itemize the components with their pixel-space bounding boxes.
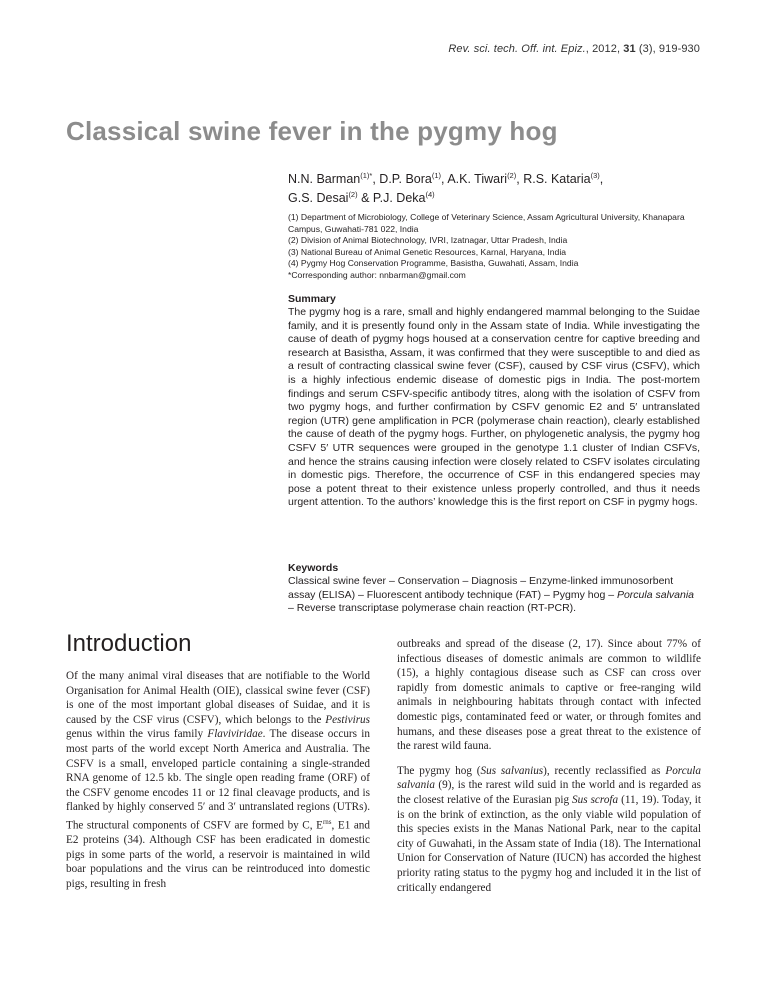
body-paragraph: The pygmy hog (Sus salvanius), recently reclassified as Porcula salvania (9), is the rarest wild suid in the world and is regarded as the closest relative of the Eurasian pig Sus scrofa (11, 19). Today, it is on the brink of extinction, as the only viable wild population of this species exists in the Manas National Park, near to the capital city of Guwahati, in the Assam state of India (18). The International Union for Conservation of Nature (IUCN) has accorded the highest priority rating status to the pygmy hog and included it in the list of critically endangered [397, 764, 701, 894]
affiliation-line: (3) National Bureau of Animal Genetic Resources, Karnal, Haryana, India [288, 246, 567, 257]
introduction-heading: Introduction [66, 630, 192, 657]
journal-year: , 2012, [585, 43, 624, 55]
author-affiliation-mark: (2) [507, 171, 517, 180]
summary-heading: Summary [288, 293, 336, 305]
journal-name: Rev. sci. tech. Off. int. Epiz. [448, 43, 586, 55]
journal-volume: 31 [623, 43, 636, 55]
affiliation-line: (1) Department of Microbiology, College of Veterinary Science, Assam Agricultural University, Khanapara [288, 212, 685, 222]
author-name: D.P. Bora [379, 172, 432, 187]
author-affiliation-mark: (3) [590, 171, 600, 180]
author-affiliation-mark: (1)* [360, 171, 373, 180]
author-name: A.K. Tiwari [447, 172, 508, 187]
author-affiliation-mark: (4) [425, 190, 435, 200]
keywords-text: Classical swine fever – Conservation – Diagnosis – Enzyme-linked immunosorbent assay (ELISA) – Fluorescent antibody technique (FAT) – Pygmy hog – Porcula salvania – Reverse transcriptase polymerase chain reaction (RT-PCR). [288, 575, 695, 615]
author-affiliation-mark: (1) [431, 171, 442, 180]
corresponding-author: *Corresponding author: nnbarman@gmail.com [288, 269, 466, 280]
body-paragraph: Of the many animal viral diseases that are notifiable to the World Organisation for Animal Health (OIE), classical swine fever (CSF) is one of the most important global diseases of Suidae, and it is caused by the CSF virus (CSFV), which belongs to the Pestivirus genus within the virus family Flaviviridae. The disease occurs in most parts of the world except North America and Australia. The CSFV is a small, enveloped particle containing a single-stranded RNA genome of 12.5 kb. The single open reading frame (ORF) of the CSFV genome encodes 11 or 12 final cleavage products, and is flanked by highly conserved 5′ and 3′ untranslated regions (UTRs). The structural components of CSFV are formed by C, $E^{rns}$, E1 and E2 proteins (34). Although CSF has been eradicated in domestic pigs in some parts of the world, a reservoir is maintained in wild boar populations and the virus can be reintroduced into domestic pigs, resulting in fresh [66, 670, 370, 891]
body-column-right [397, 637, 701, 905]
summary-text: The pygmy hog is a rare, small and highly endangered mammal belonging to the Suidae family, and it is presently found only in the Assam state of India. While investigating the cause of death of pygmy hogs housed at a conservation centre for captive breeding and research at Basistha, Assam, it was confirmed that they were susceptible to and died as a result of contracting classical swine fever (CSF), caused by CSF virus (CSFV), which is a highly infectious endemic disease of domestic pigs in India. The post-mortem findings and serum CSFV-specific antibody titres, along with the isolation of CSFV from two pygmy hogs, and further confirmation by CSFV genomic E2 and 5′ untranslated region (UTR) gene amplification in PCR (polymerase chain reaction), clearly established the cause of death of the pygmy hogs. Further, on phylogenetic analysis, the pygmy hog CSFV 5′ UTR sequences were grouped in the genotype 1.1 cluster of Indian CSFVs, and hence the strains causing infection were closely related to CSFV isolates circulating in domestic pigs. Therefore, the occurrence of CSF in this endangered species may pose a potent threat to their existence unless properly controlled, and thus it needs urgent attention. To the authors’ knowledge this is the first report on CSF in pygmy hogs. [288, 306, 700, 509]
body-paragraph: outbreaks and spread of the disease (2, 17). Since about 77% of infectious diseases of domestic animals are common to wildlife (15), a highly contagious disease such as CSF can cross over rapidly from domestic animals to captive or free-ranging wild animals in neighbouring habitats through contact with infected domestic pigs, contaminated feed or water, or through fomites and humans, and these diseases pose a great threat to the existence of the rarest wild fauna. [397, 638, 701, 753]
journal-issue-pages: (3), 919-930 [635, 43, 700, 55]
affiliations [288, 212, 708, 282]
body-column-left [66, 669, 370, 902]
author-list: N.N. Barman$^{(1)*}$, D.P. Bora$^{(1)}$, A.K. Tiwari$^{(2)}$, R.S. Kataria$^{(3)}$, G.S. Desai$^{(2)}$ & P.J. Deka$^{(4)}$ [288, 171, 604, 206]
author-name: N.N. Barman [288, 172, 361, 187]
article-title: Classical swine fever in the pygmy hog [66, 116, 558, 146]
keywords-heading: Keywords [288, 562, 339, 574]
author-name: G.S. Desai [288, 191, 349, 206]
journal-citation [448, 43, 700, 55]
author-name: P.J. Deka [372, 191, 426, 206]
affiliation-line: (4) Pygmy Hog Conservation Programme, Basistha, Guwahati, Assam, India [288, 258, 579, 269]
affiliation-line: Campus, Guwahati-781 022, India [288, 223, 419, 234]
affiliation-line: (2) Division of Animal Biotechnology, IVRI, Izatnagar, Uttar Pradesh, India [288, 235, 568, 246]
author-name: R.S. Kataria [523, 172, 591, 187]
keyword-species: Porcula salvania [616, 588, 695, 601]
author-affiliation-mark: (2) [348, 190, 358, 200]
